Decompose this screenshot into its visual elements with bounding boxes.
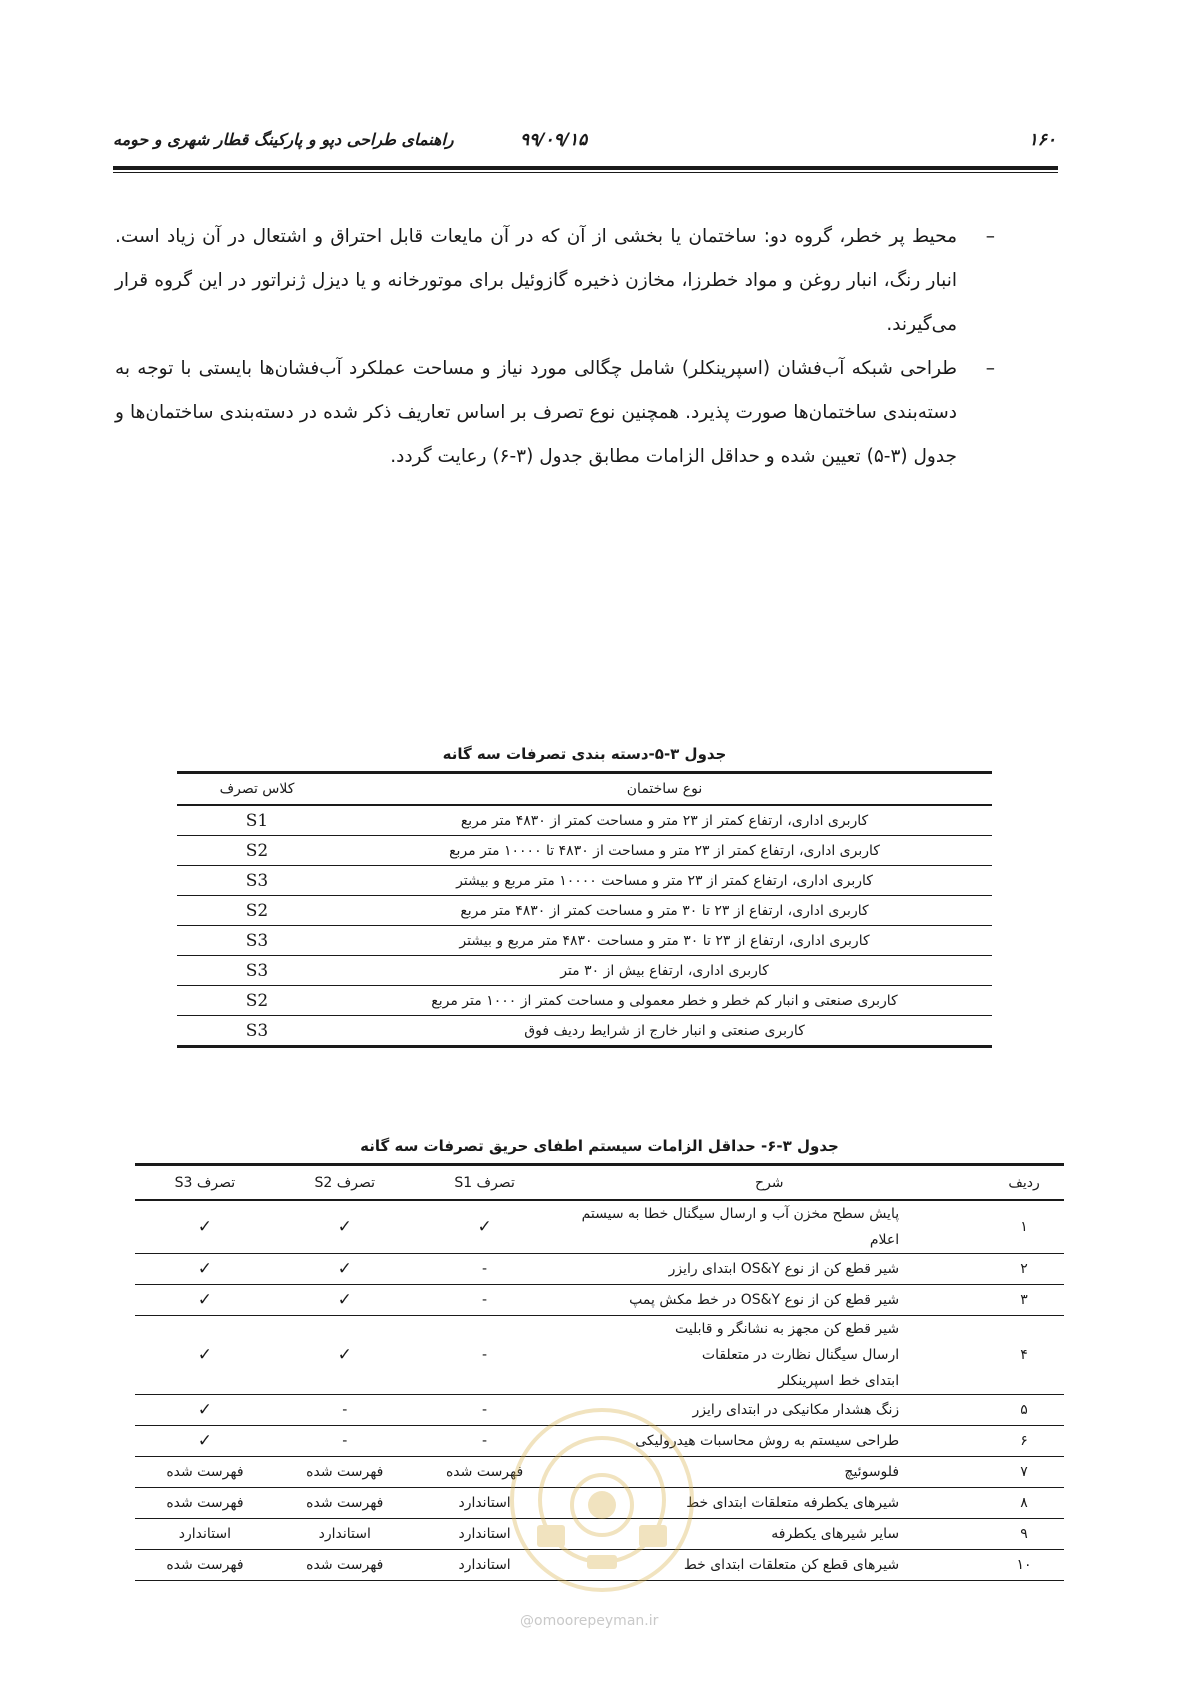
s3-cell: فهرست شده xyxy=(135,1550,275,1581)
s2-cell: ✓ xyxy=(275,1254,415,1285)
description-cell: زنگ هشدار مکانیکی در ابتدای رایزر xyxy=(554,1395,984,1426)
row-number-cell: ۵ xyxy=(984,1395,1064,1426)
row-number-cell: ۸ xyxy=(984,1488,1064,1519)
building-cell: کاربری اداری، ارتفاع کمتر از ۲۳ متر و مساحت کمتر از ۴۸۳۰ متر مربع xyxy=(337,805,992,836)
s3-cell: فهرست شده xyxy=(135,1457,275,1488)
page-header xyxy=(113,130,1058,164)
header-s3: تصرف S3 xyxy=(135,1165,275,1201)
table-header-row xyxy=(135,1165,1064,1201)
s1-cell: استاندارد xyxy=(415,1488,555,1519)
building-cell: کاربری اداری، ارتفاع از ۲۳ تا ۳۰ متر و مساحت کمتر از ۴۸۳۰ متر مربع xyxy=(337,896,992,926)
class-cell: S3 xyxy=(177,956,337,986)
bullet-dash: – xyxy=(985,226,995,247)
body-bullets xyxy=(115,215,995,479)
s1-cell: - xyxy=(415,1285,555,1316)
bullet-item xyxy=(115,347,995,479)
description-cell: شیرهای قطع کن متعلقات ابتدای خط xyxy=(554,1550,984,1581)
description-cell: شیرهای یکطرفه متعلقات ابتدای خط xyxy=(554,1488,984,1519)
s1-cell: - xyxy=(415,1316,555,1395)
header-title: راهنمای طراحی دپو و پارکینگ قطار شهری و حومه xyxy=(113,130,454,149)
row-number-cell: ۷ xyxy=(984,1457,1064,1488)
s3-cell: ✓ xyxy=(135,1426,275,1457)
s3-cell: فهرست شده xyxy=(135,1488,275,1519)
class-cell: S3 xyxy=(177,926,337,956)
bullet-dash: – xyxy=(985,358,995,379)
s1-cell: استاندارد xyxy=(415,1519,555,1550)
bullet-text: محیط پر خطر، گروه دو: ساختمان یا بخشی از آن که در آن مایعات قابل احتراق و اشتعال در آن زیاد است. انبار رنگ، انبار روغن و مواد خطرزا، مخازن ذخیره گازوئیل برای موتورخانه و یا دیزل ژنراتور در این گروه قرار می‌گیرند. xyxy=(115,226,957,335)
building-cell: کاربری صنعتی و انبار کم خطر و خطر معمولی و مساحت کمتر از ۱۰۰۰ متر مربع xyxy=(337,986,992,1016)
building-cell: کاربری اداری، ارتفاع از ۲۳ تا ۳۰ متر و مساحت ۴۸۳۰ متر مربع و بیشتر xyxy=(337,926,992,956)
s2-cell: - xyxy=(275,1426,415,1457)
s3-cell: ✓ xyxy=(135,1316,275,1395)
table-row xyxy=(177,866,992,896)
table-row xyxy=(177,926,992,956)
s1-cell: - xyxy=(415,1426,555,1457)
s1-cell: - xyxy=(415,1395,555,1426)
s2-cell: ✓ xyxy=(275,1200,415,1254)
s2-cell: فهرست شده xyxy=(275,1550,415,1581)
page-number: ۱۶۰ xyxy=(1028,130,1056,150)
s1-cell: ✓ xyxy=(415,1200,555,1254)
class-cell: S3 xyxy=(177,1016,337,1047)
bullet-text: طراحی شبکه آب‌فشان (اسپرینکلر) شامل چگالی مورد نیاز و مساحت عملکرد آب‌فشان‌ها بایستی با توجه به دسته‌بندی ساختمان‌ها صورت پذیرد. همچنین نوع تصرف بر اساس تعاریف ذکر شده در دسته‌بندی ساختمان‌ها و جدول (۳-۵) تعیین شده و حداقل الزامات مطابق جدول (۳-۶) رعایت گردد. xyxy=(115,358,957,467)
class-cell: S2 xyxy=(177,986,337,1016)
table-row xyxy=(177,986,992,1016)
s2-cell: ✓ xyxy=(275,1285,415,1316)
table-row xyxy=(177,896,992,926)
table-row xyxy=(135,1200,1064,1254)
s3-cell: ✓ xyxy=(135,1200,275,1254)
header-row-number: ردیف xyxy=(984,1165,1064,1201)
header-occupancy-class: کلاس تصرف xyxy=(177,773,337,806)
s2-cell: استاندارد xyxy=(275,1519,415,1550)
bullet-item xyxy=(115,215,995,347)
occupancy-class-table xyxy=(177,771,992,1048)
table-header-row xyxy=(177,773,992,806)
table-row xyxy=(177,805,992,836)
description-cell: شیر قطع کن مجهز به نشانگر و قابلیت ارسال سیگنال نظارت در متعلقات ابتدای خط اسپرینکلر xyxy=(554,1316,984,1395)
table-row xyxy=(177,1016,992,1047)
class-cell: S2 xyxy=(177,896,337,926)
description-cell: سایر شیرهای یکطرفه xyxy=(554,1519,984,1550)
header-date: ۹۹/۰۹/۱۵ xyxy=(520,130,588,150)
description-cell: شیر قطع کن از نوع OS&Y ابتدای رایزر xyxy=(554,1254,984,1285)
building-cell: کاربری اداری، ارتفاع کمتر از ۲۳ متر و مساحت از ۴۸۳۰ تا ۱۰۰۰۰ متر مربع xyxy=(337,836,992,866)
class-cell: S3 xyxy=(177,866,337,896)
table1-caption: جدول ۳-۵-دسته بندی تصرفات سه گانه xyxy=(442,745,727,763)
building-cell: کاربری اداری، ارتفاع کمتر از ۲۳ متر و مساحت ۱۰۰۰۰ متر مربع و بیشتر xyxy=(337,866,992,896)
table-row xyxy=(135,1254,1064,1285)
header-rule-thin xyxy=(113,172,1058,173)
table2-caption: جدول ۳-۶- حداقل الزامات سیستم اطفای حریق تصرفات سه گانه xyxy=(360,1137,839,1155)
table-row xyxy=(135,1285,1064,1316)
watermark-seal-icon xyxy=(507,1405,697,1595)
description-cell: فلوسوئیچ xyxy=(554,1457,984,1488)
description-cell: پایش سطح مخزن آب و ارسال سیگنال خطا به سیستم اعلام xyxy=(554,1200,984,1254)
table-row xyxy=(177,836,992,866)
header-s2: تصرف S2 xyxy=(275,1165,415,1201)
header-description: شرح xyxy=(554,1165,984,1201)
header-rule-thick xyxy=(113,166,1058,170)
table-row xyxy=(177,956,992,986)
s3-cell: استاندارد xyxy=(135,1519,275,1550)
s1-cell: استاندارد xyxy=(415,1550,555,1581)
row-number-cell: ۴ xyxy=(984,1316,1064,1395)
table-row xyxy=(135,1316,1064,1395)
description-cell: شیر قطع کن از نوع OS&Y در خط مکش پمپ xyxy=(554,1285,984,1316)
class-cell: S1 xyxy=(177,805,337,836)
s3-cell: ✓ xyxy=(135,1285,275,1316)
description-cell: طراحی سیستم به روش محاسبات هیدرولیکی xyxy=(554,1426,984,1457)
header-s1: تصرف S1 xyxy=(415,1165,555,1201)
row-number-cell: ۳ xyxy=(984,1285,1064,1316)
row-number-cell: ۶ xyxy=(984,1426,1064,1457)
row-number-cell: ۲ xyxy=(984,1254,1064,1285)
row-number-cell: ۹ xyxy=(984,1519,1064,1550)
s2-cell: فهرست شده xyxy=(275,1488,415,1519)
s1-cell: - xyxy=(415,1254,555,1285)
building-cell: کاربری اداری، ارتفاع بیش از ۳۰ متر xyxy=(337,956,992,986)
s2-cell: - xyxy=(275,1395,415,1426)
row-number-cell: ۱۰ xyxy=(984,1550,1064,1581)
s3-cell: ✓ xyxy=(135,1254,275,1285)
header-building-type: نوع ساختمان xyxy=(337,773,992,806)
row-number-cell: ۱ xyxy=(984,1200,1064,1254)
s2-cell: ✓ xyxy=(275,1316,415,1395)
building-cell: کاربری صنعتی و انبار خارج از شرایط ردیف فوق xyxy=(337,1016,992,1047)
s3-cell: ✓ xyxy=(135,1395,275,1426)
s1-cell: فهرست شده xyxy=(415,1457,555,1488)
watermark-handle: @omoorepeyman.ir xyxy=(520,1613,659,1629)
s2-cell: فهرست شده xyxy=(275,1457,415,1488)
class-cell: S2 xyxy=(177,836,337,866)
